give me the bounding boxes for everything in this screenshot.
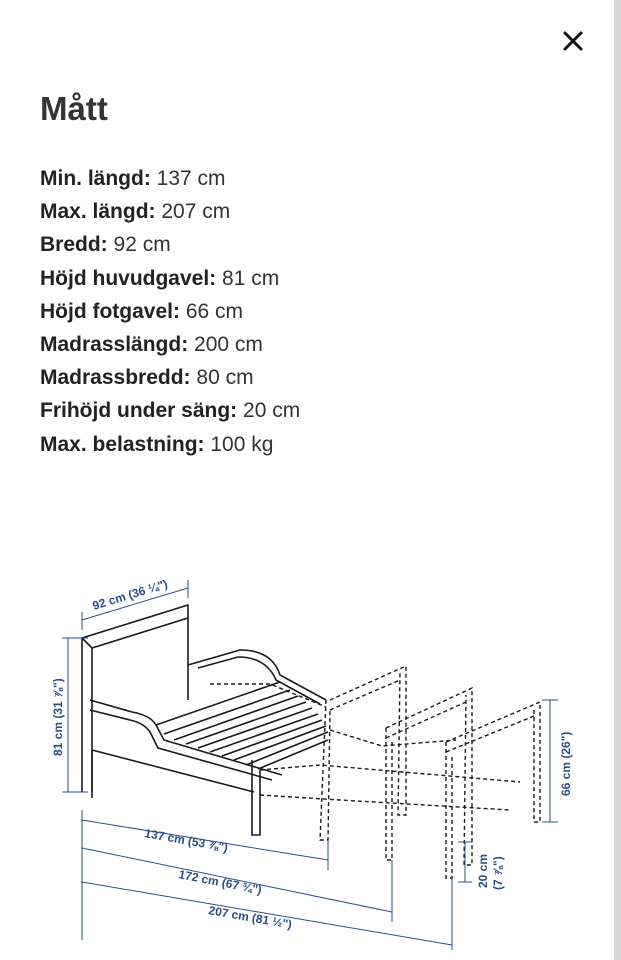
spec-label: Min. längd: [40,167,151,190]
bed-dimension-diagram [40,560,590,950]
clearance-label-cm: 20 cm [476,853,490,888]
length-max-label: 207 cm (81 ½") [207,903,294,932]
close-button[interactable] [554,22,592,60]
spec-row [40,328,580,361]
spec-label: Höjd fotgavel: [40,299,180,323]
spec-value: 207 cm [161,200,231,224]
spec-label: Madrassbredd: [40,366,191,390]
length-mid-label: 172 cm (67 ¾") [177,867,263,898]
spec-value: 80 cm [196,366,254,390]
spec-value: 137 cm [156,167,226,190]
spec-row [40,262,580,295]
spec-row [40,428,580,461]
spec-label: Frihöjd under säng: [40,399,238,423]
spec-list [40,162,580,461]
spec-label: Bredd: [40,233,108,257]
spec-row [40,162,580,195]
dialog-title: Mått [40,90,108,127]
spec-row [40,394,580,427]
spec-value: 200 cm [194,333,263,357]
spec-label: Höjd huvudgavel: [40,266,217,290]
length-min-label: 137 cm (53 ⅞") [143,826,230,855]
spec-value: 100 kg [210,432,274,456]
spec-value: 20 cm [243,399,301,423]
spec-label: Max. belastning: [40,432,205,456]
spec-row [40,195,580,228]
spec-label: Max. längd: [40,200,156,224]
spec-row [40,295,580,328]
clearance-label-in: (7 ⅞") [491,856,505,890]
width-dimension-label: 92 cm (36 ¼") [90,576,170,613]
footboard-height-label: 66 cm (26") [559,731,573,796]
spec-value: 66 cm [185,299,244,323]
spec-value: 92 cm [113,233,171,257]
headboard-height-label: 81 cm (31 ⅞") [51,678,65,756]
close-icon [562,30,584,52]
spec-label: Madrasslängd: [40,333,189,357]
bed-drawing [82,605,328,835]
spec-value: 81 cm [222,266,280,290]
spec-row [40,228,580,261]
dimension-lines [62,580,558,950]
spec-row [40,361,580,394]
